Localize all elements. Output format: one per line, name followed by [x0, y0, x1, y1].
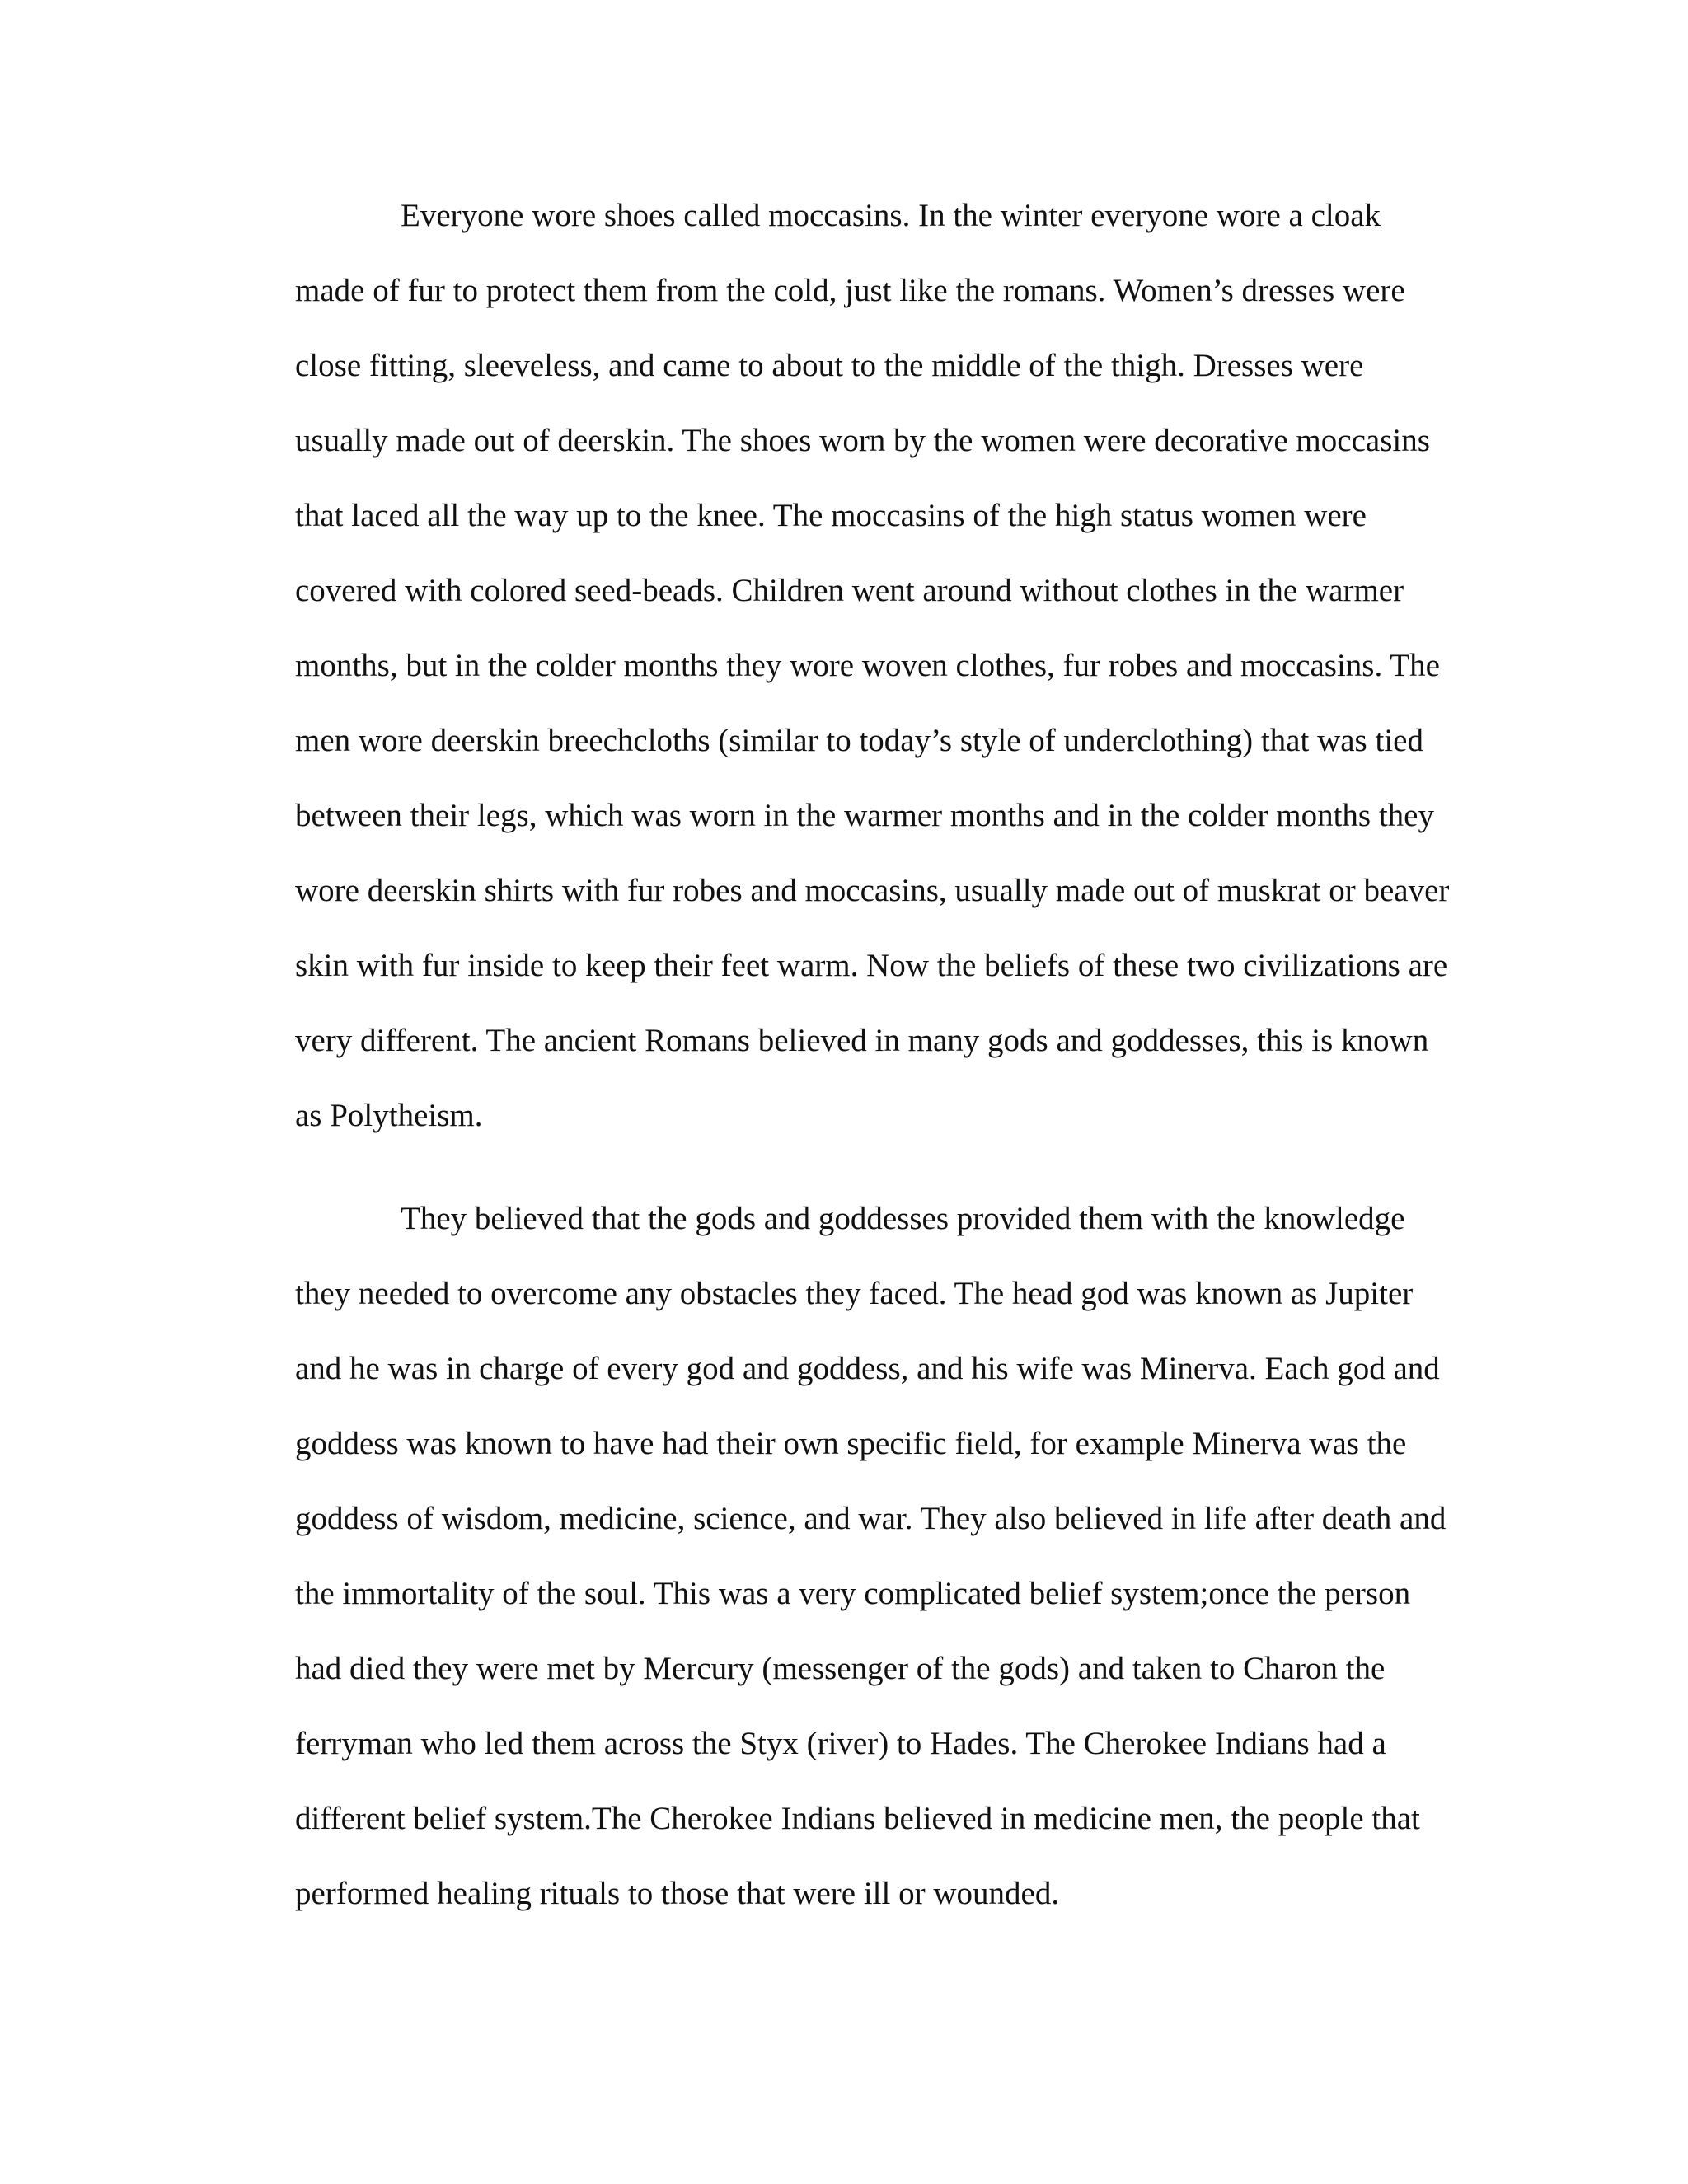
text-line: goddess was known to have had their own specific field, for example Minerva was the — [295, 1426, 1407, 1461]
text-line: close fitting, sleeveless, and came to about to the middle of the thigh. Dresses were — [295, 348, 1364, 383]
text-line: usually made out of deerskin. The shoes worn by the women were decorative moccasins — [295, 423, 1430, 458]
text-line: made of fur to protect them from the cold, just like the romans. Women’s dresses were — [295, 273, 1405, 308]
text-line: that laced all the way up to the knee. The moccasins of the high status women were — [295, 498, 1367, 533]
text-line: skin with fur inside to keep their feet warm. Now the beliefs of these two civilizations are — [295, 948, 1448, 983]
text-line: goddess of wisdom, medicine, science, and war. They also believed in life after death and — [295, 1501, 1447, 1536]
text-line: wore deerskin shirts with fur robes and moccasins, usually made out of muskrat or beaver — [295, 873, 1450, 908]
text-line: performed healing rituals to those that were ill or wounded. — [295, 1876, 1060, 1911]
text-line: covered with colored seed-beads. Children went around without clothes in the warmer — [295, 573, 1404, 608]
text-line: Everyone wore shoes called moccasins. In the winter everyone wore a cloak — [401, 198, 1381, 233]
text-line: the immortality of the soul. This was a very complicated belief system;once the person — [295, 1576, 1411, 1611]
text-line: as Polytheism. — [295, 1098, 483, 1133]
text-line: different belief system.The Cherokee Indians believed in medicine men, the people that — [295, 1801, 1420, 1836]
text-line: They believed that the gods and goddesses provided them with the knowledge — [401, 1201, 1405, 1236]
text-line: and he was in charge of every god and goddess, and his wife was Minerva. Each god and — [295, 1351, 1440, 1386]
text-line: very different. The ancient Romans believed in many gods and goddesses, this is known — [295, 1023, 1429, 1058]
text-line: months, but in the colder months they wore woven clothes, fur robes and moccasins. The — [295, 648, 1440, 683]
text-line: between their legs, which was worn in the warmer months and in the colder months they — [295, 798, 1434, 833]
text-line: men wore deerskin breechcloths (similar to today’s style of underclothing) that was tied — [295, 723, 1423, 758]
text-line: they needed to overcome any obstacles they faced. The head god was known as Jupiter — [295, 1276, 1414, 1311]
text-line: had died they were met by Mercury (messenger of the gods) and taken to Charon the — [295, 1651, 1386, 1686]
text-line: ferryman who led them across the Styx (river) to Hades. The Cherokee Indians had a — [295, 1726, 1386, 1761]
